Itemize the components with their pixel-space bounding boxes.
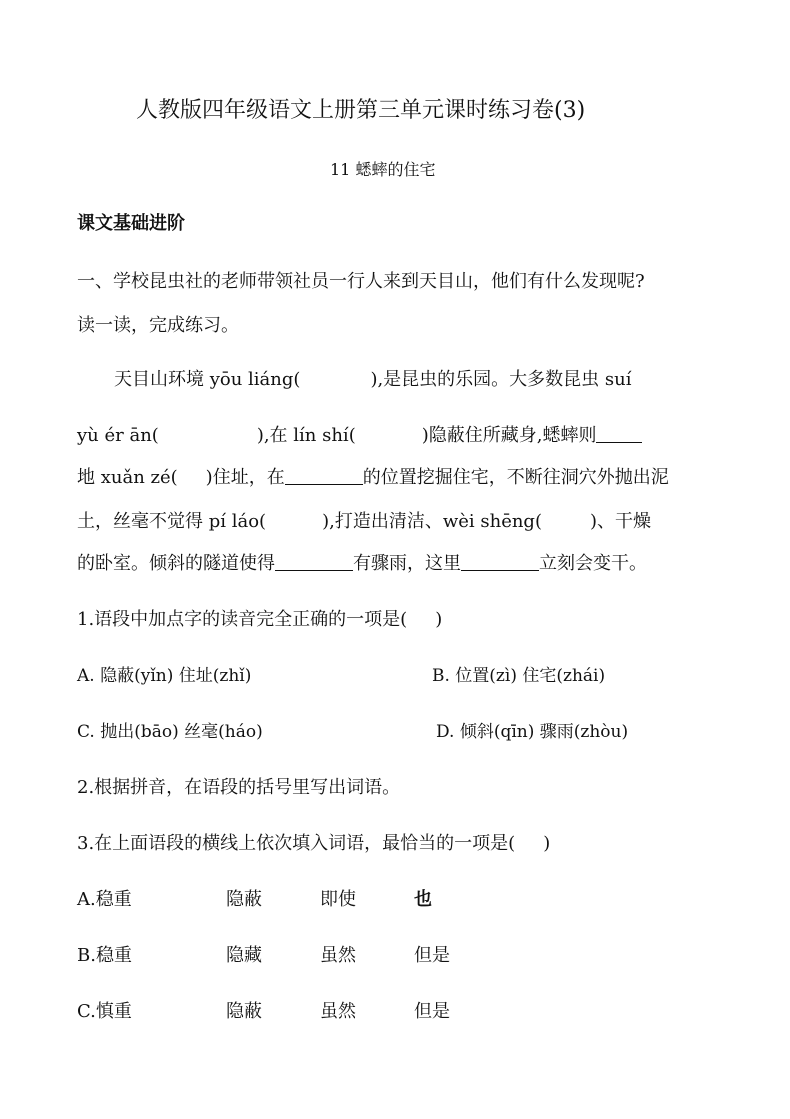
passage-line-2 [77,424,642,448]
section-heading: 课文基础进阶 [77,213,185,234]
question-1-option-d: D. 倾斜(qīn) 骤雨(zhòu) [436,722,629,742]
page-title: 人教版四年级语文上册第三单元课时练习卷(3) [136,98,586,123]
passage-text: 立刻会变干。 [539,553,647,574]
option-word: 虽然 [320,945,356,966]
option-word: 隐藏 [226,945,262,966]
option-word: 隐蔽 [226,1001,262,1022]
answer-blank[interactable] [285,466,363,485]
passage-text: 有骤雨，这里 [353,553,461,574]
passage-text: ),打造出清洁、wèi shēng( [322,511,542,532]
passage-text: yù ér ān( [77,425,159,446]
passage-line-4 [77,510,651,534]
passage-text: )、干燥 [589,511,652,532]
question-1-stem [77,608,442,632]
question-1-option-a: A. 隐蔽(yǐn) 住址(zhǐ) [77,666,252,686]
question-1-option-c: C. 抛出(bāo) 丝毫(háo) [77,722,263,742]
passage-text: 地 xuǎn zé( [77,467,178,488]
option-label: B.稳重 [77,945,132,966]
answer-blank[interactable] [596,424,642,443]
question-text: 1.语段中加点字的读音完全正确的一项是( [77,609,408,630]
lesson-title: 11 蟋蟀的住宅 [330,160,436,179]
passage-line-3 [77,466,669,490]
option-word: 但是 [414,1001,450,1022]
passage-text: )住址，在 [205,467,285,488]
part-one-prompt-line2: 读一读，完成练习。 [77,315,239,336]
option-word: 但是 [414,945,450,966]
passage-text: 的卧室。倾斜的隧道使得 [77,553,275,574]
passage-line-1 [114,368,632,392]
question-2-stem: 2.根据拼音，在语段的括号里写出词语。 [77,777,401,798]
question-text: ) [543,833,551,854]
passage-text: ),是昆虫的乐园。大多数昆虫 suí [370,369,632,390]
option-word: 即使 [320,889,356,910]
option-word: 隐蔽 [226,889,262,910]
passage-line-5 [77,552,647,576]
question-text: 3.在上面语段的横线上依次填入词语，最恰当的一项是( [77,833,516,854]
question-1-option-b: B. 位置(zì) 住宅(zhái) [432,666,606,686]
passage-text: ),在 lín shí( [256,425,356,446]
part-one-prompt-line1: 一、学校昆虫社的老师带领社员一行人来到天目山，他们有什么发现呢? [77,271,645,292]
passage-text: 的位置挖掘住宅，不断往洞穴外抛出泥 [362,467,669,488]
question-3-stem [77,832,550,856]
answer-blank[interactable] [275,552,353,571]
passage-text: 土，丝毫不觉得 pí láo( [77,511,267,532]
answer-blank[interactable] [461,552,539,571]
passage-text: )隐蔽住所藏身,蟋蟀则 [421,425,597,446]
option-word: 也 [414,889,432,910]
option-word: 虽然 [320,1001,356,1022]
option-label: C.慎重 [77,1001,132,1022]
question-text: ) [435,609,443,630]
option-label: A.稳重 [77,889,132,910]
passage-text: 天目山环境 yōu liáng( [114,369,301,390]
